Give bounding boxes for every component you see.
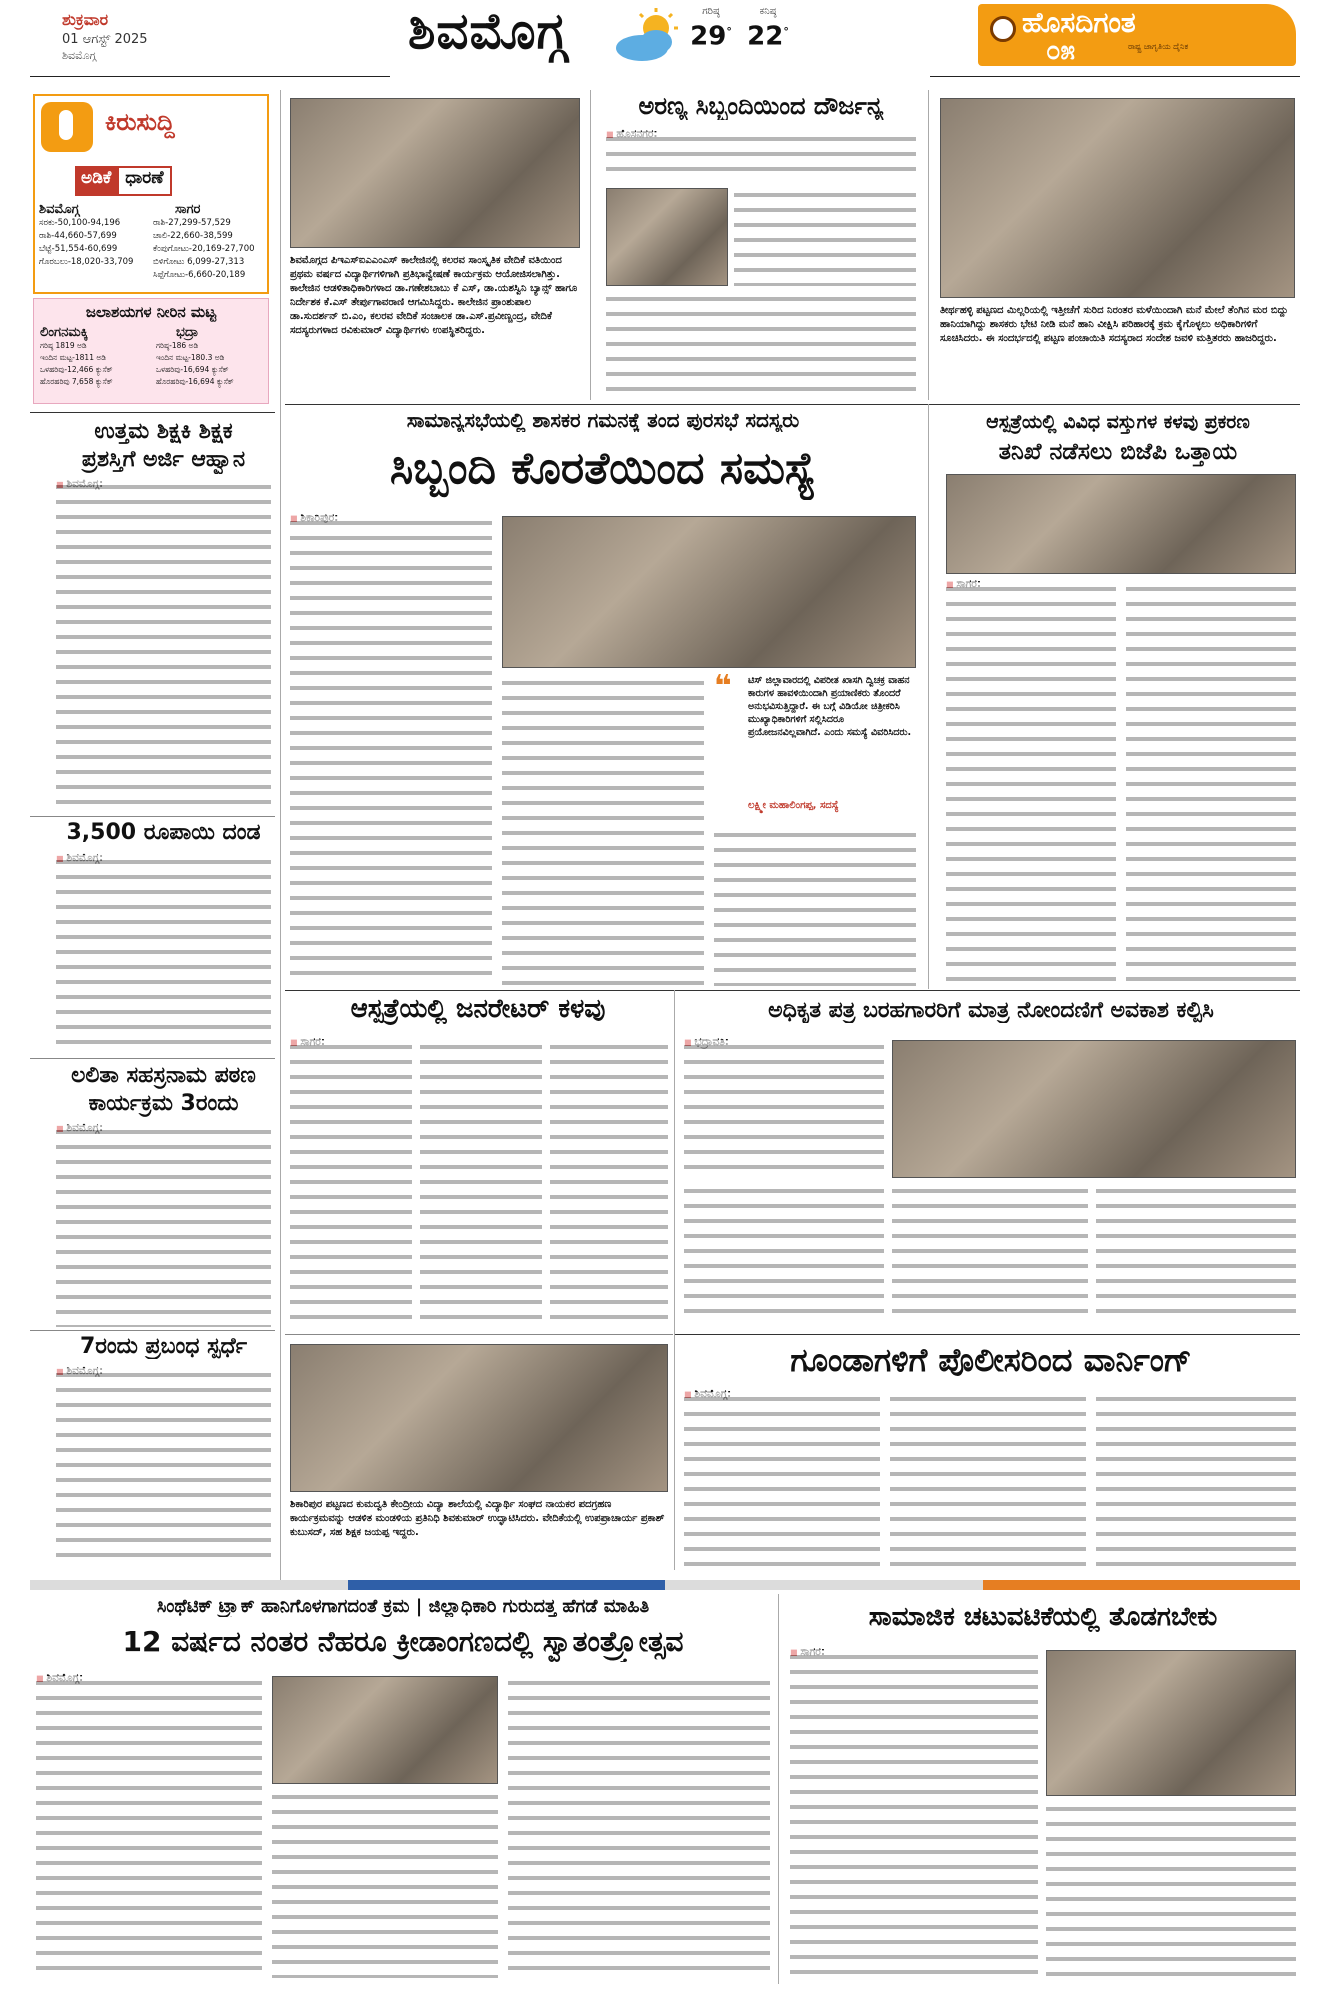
finger-icon — [41, 102, 93, 152]
kirusuddi-box — [33, 94, 269, 294]
story-lalitha-headline — [56, 1062, 271, 1118]
reservoir-row: ಒಳಹರಿವು-12,466 ಕ್ಯುಸೆಕ್ — [40, 365, 113, 374]
headline-line: ಲಲಿತಾ ಸಹಸ್ರನಾಮ ಪಠಣ — [71, 1063, 256, 1088]
story-body — [684, 1184, 884, 1324]
story-registration-photo — [892, 1040, 1296, 1178]
market-row: ಬೆಟ್ಟೆ-51,554-60,699 — [39, 244, 118, 254]
brand-emblem-icon — [990, 16, 1016, 42]
adike-title — [75, 166, 172, 196]
reservoir-row: ಹೊರಹರಿವು 7,658 ಕ್ಯುಸೆಕ್ — [40, 377, 113, 386]
weather-icon — [612, 6, 682, 66]
story-body — [946, 582, 1116, 986]
story-body — [272, 1790, 498, 1978]
story-warning-headline: ಗೂಂಡಾಗಳಿಗೆ ಪೊಲೀಸರಿಂದ ವಾರ್ನಿಂಗ್ — [790, 1341, 1192, 1379]
weather-min-value: 22 — [747, 21, 784, 52]
market-row: ರಾಶಿ-44,660-57,699 — [39, 231, 117, 241]
market-row: ಗೊರಬಲು-18,020-33,709 — [39, 257, 134, 267]
story-hospital-bjp-headline — [936, 408, 1300, 468]
story-teacher-award-headline — [56, 418, 271, 474]
story-body — [606, 132, 916, 182]
story-body — [56, 480, 271, 810]
weather-max-label: ಗರಿಷ್ಠ — [702, 6, 720, 17]
quote-author: ಲಕ್ಷ್ಮೀ ಮಹಾಲಿಂಗಪ್ಪ, ಸದಸ್ಯೆ — [748, 800, 839, 811]
headline-line: ಆಸ್ಪತ್ರೆಯಲ್ಲಿ ವಿವಿಧ ವಸ್ತುಗಳ ಕಳವು ಪ್ರಕರಣ — [986, 411, 1250, 433]
market-sagara — [153, 202, 269, 282]
story-body — [892, 1184, 1088, 1324]
masthead-date-block — [62, 10, 222, 63]
reservoir-row: ಒಳಹರಿವು-16,694 ಕ್ಯುಸೆಕ್ — [156, 365, 229, 374]
reservoir-row: ಇಂದಿನ ಮಟ್ಟ-1811 ಅಡಿ — [40, 353, 107, 362]
story-staff-photo — [502, 516, 916, 668]
brand-tagline: ರಾಷ್ಟ್ರ ಜಾಗೃತಿಯ ದೈನಿಕ — [1128, 42, 1189, 51]
reservoir-name: ಲಿಂಗನಮಕ್ಕಿ — [40, 325, 88, 340]
story-nehru-kicker: ಸಿಂಥೆಟಿಕ್ ಟ್ರ್ಯಾಕ್ ಹಾನಿಗೊಳಗಾಗದಂತೆ ಕ್ರಮ | ಜಿಲ್ಲಾಧಿಕಾರಿ ಗುರುದತ್ತ ಹೆಗಡೆ ಮಾಹಿತಿ — [156, 1596, 650, 1617]
masthead-place: ಶಿವಮೊಗ್ಗ — [62, 49, 97, 62]
market-shimoga — [39, 202, 151, 269]
story-body — [550, 1040, 668, 1330]
headline-line: ಕಾರ್ಯಕ್ರಮ 3ರಂದು — [88, 1091, 239, 1116]
weather-min-label: ಕನಿಷ್ಠ — [759, 6, 777, 17]
story-body — [56, 1125, 271, 1327]
story-nehru-photo — [272, 1676, 498, 1784]
section-band — [30, 1580, 1300, 1590]
story-forest-headline: ಅರಣ್ಯ ಸಿಬ್ಬಂದಿಯಿಂದ ದೌರ್ಜನ್ಯ — [638, 92, 884, 120]
brand-name: ಹೊಸದಿಗಂತ — [1022, 6, 1136, 39]
story-body — [734, 188, 916, 286]
story-rain-damage-photo — [940, 98, 1295, 298]
story-body — [684, 1040, 884, 1178]
market-row: ಸಿಪ್ಪೆಗೋಟು-6,660-20,189 — [153, 270, 246, 280]
story-fine-headline: 3,500 ರೂಪಾಯಿ ದಂಡ — [66, 820, 261, 845]
market-row: ಸರಕು-50,100-94,196 — [39, 218, 121, 228]
story-generator-headline: ಆಸ್ಪತ್ರೆಯಲ್ಲಿ ಜನರೇಟರ್ ಕಳವು — [350, 994, 606, 1024]
story-registration-headline: ಅಧಿಕೃತ ಪತ್ರ ಬರಹಗಾರರಿಗೆ ಮಾತ್ರ ನೋಂದಣಿಗೆ ಅವಕಾಶ ಕಲ್ಪಿಸಿ — [768, 998, 1214, 1023]
reservoir-linganamakki — [40, 325, 152, 388]
story-body — [290, 1040, 412, 1330]
story-body — [290, 516, 492, 986]
market-name: ಶಿವಮೊಗ್ಗ — [39, 202, 80, 217]
story-body — [684, 1392, 880, 1568]
page-number: ೦೫ — [1046, 36, 1076, 66]
reservoir-box — [33, 298, 269, 404]
weather-min: ಕನಿಷ್ಠ 22° — [740, 6, 796, 52]
weather-max-value: 29 — [690, 21, 727, 52]
story-body — [56, 1368, 271, 1568]
story-body — [420, 1040, 542, 1330]
story-school-photo — [290, 1344, 668, 1492]
story-staff-headline: ಸಿಬ್ಬಂದಿ ಕೊರತೆಯಿಂದ ಸಮಸ್ಯೆ — [389, 443, 817, 494]
reservoir-row: ಹೊರಹರಿವು-16,694 ಕ್ಯುಸೆಕ್ — [156, 377, 234, 386]
story-body — [56, 855, 271, 1055]
masthead-day: ಶುಕ್ರವಾರ — [62, 10, 109, 29]
story-staff-kicker: ಸಾಮಾನ್ಯಸಭೆಯಲ್ಲಿ ಶಾಸಕರ ಗಮನಕ್ಕೆ ತಂದ ಪುರಸಭೆ ಸದಸ್ಯರು — [406, 408, 800, 432]
story-body — [890, 1392, 1086, 1568]
story-body — [36, 1676, 262, 1978]
story-essay-headline: 7ರಂದು ಪ್ರಬಂಧ ಸ್ಪರ್ಧೆ — [79, 1334, 247, 1359]
reservoir-row: ಗರಿಷ್ಠ-186 ಅಡಿ — [156, 341, 199, 350]
story-college-caption: ಶಿವಮೊಗ್ಗದ ಪಿಇಎಸ್ಐಎಎಂಎಸ್ ಕಾಲೇಜಿನಲ್ಲಿ ಕಲರವ ಸಾಂಸ್ಕೃತಿಕ ವೇದಿಕೆ ವತಿಯಿಂದ ಪ್ರಥಮ ವರ್ಷದ ವಿದ್ಯಾರ್ಥಿಗಳಿಗಾಗಿ ಪ್ರತಿಭಾನ್ವೇಷಣೆ ಕಾರ್ಯಕ್ರಮ ಆಯೋಜಿಸಲಾಗಿತ್ತು. ಕಾಲೇಜಿನ ಆಡಳಿತಾಧಿಕಾರಿಗಳಾದ ಡಾ.ಗಣೇಶಬಾಬು ಕೆ ಎಸ್, ಡಾ.ಯಶಸ್ವಿನಿ ಬ್ಯಾನ್ಸ್ ಹಾಗೂ ನಿರ್ದೇಶಕ ಕೆ.ಎಸ್ ತೇರ್ಪುಗಾವರಾಣಿ ಆಗಮಿಸಿದ್ದರು. ಕಾಲೇಜಿನ ಪ್ರಾಂಶುಪಾಲ ಡಾ.ಸುದರ್ಶನ್ ಬಿ.ಎಂ, ಕಲರವ ವೇದಿಕೆ ಸಂಚಾಲಕ ಡಾ.ಎಸ್.ಪ್ರವೀಣ್ಚಂದ್ರ, ವೇದಿಕೆ ಸದಸ್ಯರುಗಳಾದ ರವಿಕುಮಾರ್ ವಿದ್ಯಾರ್ಥಿಗಳು ಉಪಸ್ಥಿತರಿದ್ದರು. — [290, 255, 578, 336]
adike-word2: ಧಾರಣೆ — [117, 166, 171, 196]
story-social-photo — [1046, 1650, 1296, 1796]
story-body — [714, 828, 916, 986]
story-body — [790, 1650, 1038, 1978]
story-body — [1096, 1392, 1296, 1568]
story-body — [508, 1676, 770, 1978]
kirusuddi-label: ಕಿರುಸುದ್ದಿ — [105, 108, 175, 136]
brand-box — [978, 4, 1296, 66]
masthead-date: 01 ಆಗಸ್ಟ್ 2025 — [62, 32, 148, 47]
reservoir-bhadra — [156, 325, 268, 388]
market-name: ಸಾಗರ — [175, 202, 201, 217]
reservoir-title: ಜಲಾಶಯಗಳ ನೀರಿನ ಮಟ್ಟ — [85, 303, 217, 321]
headline-line: ಪ್ರಶಸ್ತಿಗೆ ಅರ್ಜಿ ಆಹ್ವಾನ — [81, 447, 246, 472]
market-row: ಬಿಳಿಗೋಟು 6,099-27,313 — [153, 257, 245, 267]
reservoir-row: ಇಂದಿನ ಮಟ್ಟ-180.3 ಅಡಿ — [156, 353, 225, 362]
market-row: ಕೆಂಪುಗೋಟು-20,169-27,700 — [153, 244, 255, 254]
story-school-caption: ಶಿಕಾರಿಪುರ ಪಟ್ಟಣದ ಕುಮದ್ವತಿ ಕೇಂದ್ರೀಯ ವಿದ್ಯಾ ಶಾಲೆಯಲ್ಲಿ ವಿದ್ಯಾರ್ಥಿ ಸಂಘದ ನಾಯಕರ ಪದಗ್ರಹಣ ಕಾರ್ಯಕ್ರಮವನ್ನು ಆಡಳಿತ ಮಂಡಳಿಯ ಪ್ರತಿನಿಧಿ ಶಿವಕುಮಾರ್ ಉದ್ಘಾಟಿಸಿದರು. ವೇದಿಕೆಯಲ್ಲಿ ಉಪಪ್ರಾಚಾರ್ಯ ಪ್ರಕಾಶ್ ಕುಬುಸದ್, ಸಹ ಶಿಕ್ಷಕ ಜಯಪ್ಪ ಇದ್ದರು. — [290, 1499, 665, 1538]
reservoir-name: ಭದ್ರಾ — [176, 325, 199, 340]
page-title: ಶಿವಮೊಗ್ಗ — [408, 2, 568, 60]
story-rain-damage-caption: ತೀರ್ಥಹಳ್ಳಿ ಪಟ್ಟಣದ ಮಿಲ್ಲರಿಯಲ್ಲಿ ಇತ್ತೀಚೆಗೆ ಸುರಿದ ನಿರಂತರ ಮಳೆಯಿಂದಾಗಿ ಮನೆ ಮೇಲೆ ತೆಂಗಿನ ಮರ ಬಿದ್ದು ಹಾನಿಯಾಗಿದ್ದು ಶಾಸಕರು ಭೇಟಿ ನೀಡಿ ಮನೆ ಹಾನಿ ವೀಕ್ಷಿಸಿ ಪರಿಹಾರಕ್ಕೆ ಕ್ರಮ ಕೈಗೊಳ್ಳಲು ಅಧಿಕಾರಿಗಳಿಗೆ ಸೂಚಿಸಿದರು. ಈ ಸಂದರ್ಭದಲ್ಲಿ ಪಟ್ಟಣ ಪಂಚಾಯಿತಿ ಸದಸ್ಯರಾದ ಸಂದೇಶ ಜವಳಿ ಮತ್ತಿತರರು ಹಾಜರಿದ್ದರು. — [940, 305, 1289, 344]
market-row: ರಾಶಿ-27,299-57,529 — [153, 218, 231, 228]
quote-mark-icon: ❝ — [714, 669, 732, 704]
quote-box — [714, 669, 916, 822]
story-body — [1096, 1184, 1296, 1324]
reservoir-row: ಗರಿಷ್ಠ 1819 ಅಡಿ — [40, 341, 87, 350]
adike-word1: ಅಡಿಕೆ — [75, 166, 117, 196]
headline-line: ಉತ್ತಮ ಶಿಕ್ಷಕಿ ಶಿಕ್ಷಕ — [94, 419, 233, 444]
story-body — [1046, 1802, 1296, 1978]
weather-max: ಗರಿಷ್ಠ 29° — [686, 6, 736, 52]
story-nehru-headline: 12 ವರ್ಷದ ನಂತರ ನೆಹರೂ ಕ್ರೀಡಾಂಗಣದಲ್ಲಿ ಸ್ವಾತಂತ್ರ್ಯೋತ್ಸವ — [122, 1625, 684, 1658]
quote-text: ಟಿಸ್ ಜಿಲ್ಲಾವಾರದಲ್ಲಿ ವಿಪರೀತ ಖಾಸಗಿ ದ್ವಿಚಕ್ರ ವಾಹನ ಕಾರುಗಳ ಹಾವಳಿಯಿಂದಾಗಿ ಪ್ರಯಾಣಿಕರು ತೊಂದರೆ ಅನುಭವಿಸುತ್ತಿದ್ದಾರೆ. ಈ ಬಗ್ಗೆ ವಿಡಿಯೋ ಚಿತ್ರೀಕರಿಸಿ ಮುಖ್ಯಾಧಿಕಾರಿಗಳಿಗೆ ಸಲ್ಲಿಸಿದರೂ ಪ್ರಯೋಜನವಿಲ್ಲವಾಗಿದೆ. ಎಂದು ಸಮಸ್ಯೆ ವಿವರಿಸಿದರು. — [748, 675, 912, 738]
market-row: ಚಾಲಿ-22,660-38,599 — [153, 231, 233, 241]
story-body — [502, 676, 704, 986]
story-college-photo — [290, 98, 580, 248]
story-body — [606, 292, 916, 400]
story-forest-photo — [606, 188, 728, 286]
story-social-headline: ಸಾಮಾಜಿಕ ಚಟುವಟಿಕೆಯಲ್ಲಿ ತೊಡಗಬೇಕು — [868, 1602, 1218, 1632]
masthead — [0, 0, 1331, 82]
story-hospital-bjp-photo — [946, 474, 1296, 574]
headline-line: ತನಿಖೆ ನಡೆಸಲು ಬಿಜೆಪಿ ಒತ್ತಾಯ — [998, 439, 1238, 465]
story-body — [1126, 582, 1296, 986]
